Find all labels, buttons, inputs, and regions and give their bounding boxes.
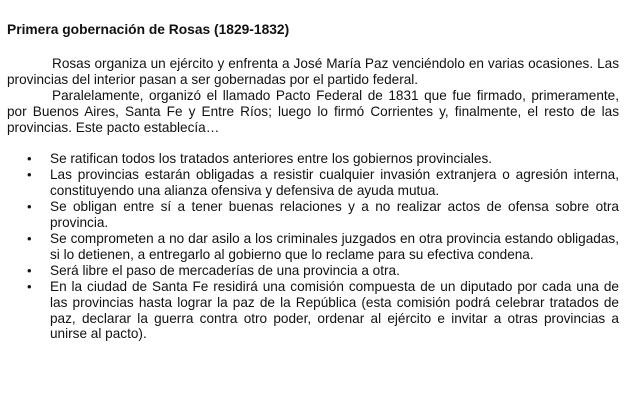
list-item <box>7 167 619 199</box>
bullet-icon: • <box>27 151 32 167</box>
list-item-text: Las provincias estarán obligadas a resistir cualquier invasión extranjera o agresión interna, constituyendo una alianza ofensiva y defensiva de ayuda mutua. <box>50 167 619 199</box>
list-item-text: Se ratifican todos los tratados anteriores entre los gobiernos provinciales. <box>50 151 493 167</box>
paragraph-rosas-army: Rosas organiza un ejército y enfrenta a José María Paz venciéndolo en varias ocasiones. Las provincias del interior pasan a ser gobernadas por el partido federal. <box>7 55 619 87</box>
list-item-text: Será libre el paso de mercaderías de una provincia a otra. <box>50 262 400 278</box>
list-item <box>7 231 619 263</box>
bullet-icon: • <box>27 167 32 183</box>
bullet-icon: • <box>27 199 32 215</box>
list-item <box>7 151 619 167</box>
bullet-icon: • <box>27 230 32 246</box>
list-item-text: Se comprometen a no dar asilo a los criminales juzgados en otra provincia estando obligadas, si lo detienen, a entregarlo al gobierno que lo reclame para su efectiva condena. <box>50 230 619 262</box>
list-item-text: En la ciudad de Santa Fe residirá una comisión compuesta de un diputado por cada una de las provincias hasta lograr la paz de la República (esta comisión podrá celebrar tratados de paz, declarar la guerra contra otro poder, ordenar al ejército e invitar a otras provincias a unirse al pacto). <box>50 278 619 342</box>
list-item <box>7 279 619 343</box>
list-item <box>7 199 619 231</box>
pact-clauses-list <box>7 151 619 342</box>
document-page <box>7 22 619 342</box>
document-title: Primera gobernación de Rosas (1829-1832) <box>7 22 290 37</box>
bullet-icon: • <box>27 262 32 278</box>
list-item <box>7 263 619 279</box>
list-item-text: Se obligan entre sí a tener buenas relaciones y a no realizar actos de ofensa sobre otra provincia. <box>50 199 619 231</box>
paragraph-pacto-federal: Paralelamente, organizó el llamado Pacto Federal de 1831 que fue firmado, primeramente, por Buenos Aires, Santa Fe y Entre Ríos; luego lo firmó Corrientes y, finalmente, el resto de las provincias. Este pacto establecía… <box>7 87 619 135</box>
bullet-icon: • <box>27 278 32 294</box>
